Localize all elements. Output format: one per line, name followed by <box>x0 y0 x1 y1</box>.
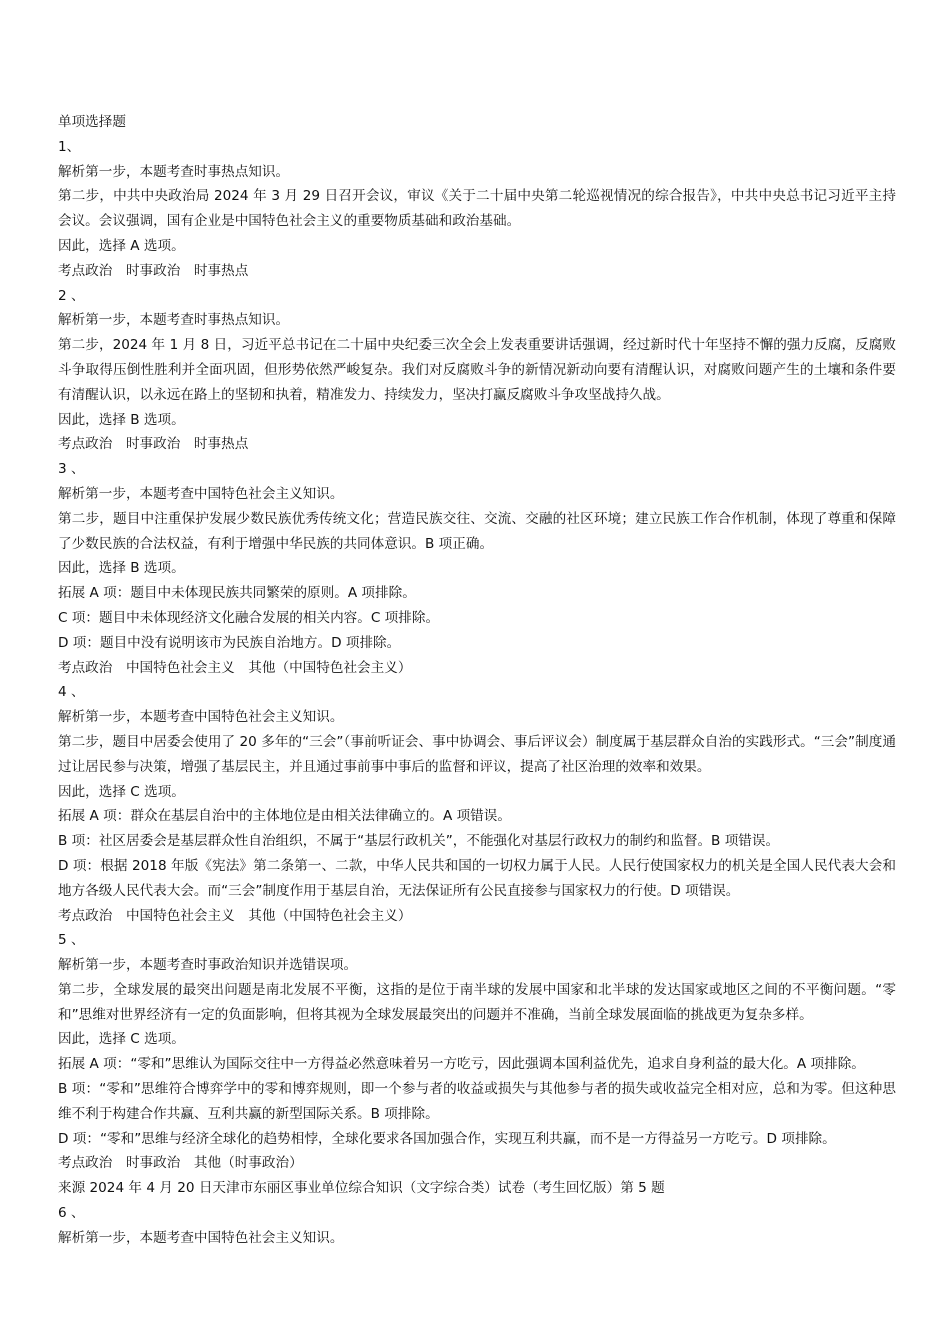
analysis-step-one: 解析第一步，本题考查时事政治知识并选错误项。 <box>58 957 358 974</box>
extension-option-a: 拓展 A 项：“零和”思维认为国际交往中一方得益必然意味着另一方吃亏，因此强调本国利益优先，追求自身利益的最大化。A 项排除。 <box>58 1056 865 1073</box>
answer-line: 因此，选择 C 选项。 <box>58 1031 185 1048</box>
analysis-step-one: 解析第一步，本题考查中国特色社会主义知识。 <box>58 1229 344 1246</box>
extension-option-c: C 项：题目中未体现经济文化融合发展的相关内容。C 项排除。 <box>58 609 440 626</box>
extension-option-a: 拓展 A 项：题目中未体现民族共同繁荣的原则。A 项排除。 <box>58 585 416 602</box>
topic-line: 考点政治 中国特色社会主义 其他（中国特色社会主义） <box>58 659 412 676</box>
question-number: 1、 <box>58 138 81 155</box>
answer-line: 因此，选择 C 选项。 <box>58 783 185 800</box>
analysis-step-two: 第二步，全球发展的最突出问题是南北发展不平衡，这指的是位于南半球的发展中国家和北半球的发达国家或地区之间的不平衡问题。“零和”思维对世界经济有一定的负面影响，但将其视为全球发展最突出的问题并不准确，当前全球发展面临的挑战更为复杂多样。 <box>58 981 896 1023</box>
extension-option-b: B 项：“零和”思维符合博弈学中的零和博弈规则，即一个参与者的收益或损失与其他参与者的损失或收益完全相对应，总和为零。但这种思维不利于构建合作共赢、互利共赢的新型国际关系。B 项排除。 <box>58 1081 896 1122</box>
question-number: 3 、 <box>58 461 85 478</box>
topic-line: 考点政治 中国特色社会主义 其他（中国特色社会主义） <box>58 907 412 924</box>
extension-option-a: 拓展 A 项：群众在基层自治中的主体地位是由相关法律确立的。A 项错误。 <box>58 808 511 825</box>
analysis-step-one: 解析第一步，本题考查中国特色社会主义知识。 <box>58 485 344 502</box>
question-number: 4 、 <box>58 684 85 701</box>
topic-line: 考点政治 时事政治 其他（时事政治） <box>58 1155 303 1172</box>
answer-line: 因此，选择 B 选项。 <box>58 411 185 428</box>
analysis-step-one: 解析第一步，本题考查中国特色社会主义知识。 <box>58 709 344 726</box>
answer-line: 因此，选择 A 选项。 <box>58 237 185 254</box>
analysis-step-two: 第二步，2024 年 1 月 8 日，习近平总书记在二十届中央纪委三次全会上发表重要讲话强调，经过新时代十年坚持不懈的强力反腐，反腐败斗争取得压倒性胜利并全面巩固，但形势依然严峻复杂。我们对反腐败斗争的新情况新动向要有清醒认识，对腐败问题产生的土壤和条件要有清醒认识，以永远在路上的坚韧和执着，精准发力、持续发力，坚决打赢反腐败斗争攻坚战持久战。 <box>58 337 896 403</box>
document-page <box>58 110 896 1251</box>
analysis-step-one: 解析第一步，本题考查时事热点知识。 <box>58 163 290 180</box>
analysis-step-two: 第二步，题目中注重保护发展少数民族优秀传统文化；营造民族交往、交流、交融的社区环境；建立民族工作合作机制，体现了尊重和保障了少数民族的合法权益，有利于增强中华民族的共同体意识。B 项正确。 <box>58 510 896 552</box>
analysis-step-two: 第二步，中共中央政治局 2024 年 3 月 29 日召开会议，审议《关于二十届中央第二轮巡视情况的综合报告》，中共中央总书记习近平主持会议。会议强调，国有企业是中国特色社会主义的重要物质基础和政治基础。 <box>58 188 896 230</box>
topic-line: 考点政治 时事政治 时事热点 <box>58 262 249 279</box>
question-number: 5 、 <box>58 932 85 949</box>
question-number: 6 、 <box>58 1205 85 1222</box>
analysis-step-two: 第二步，题目中居委会使用了 20 多年的“三会”（事前听证会、事中协调会、事后评议会）制度属于基层群众自治的实践形式。“三会”制度通过让居民参与决策，增强了基层民主，并且通过事前事中事后的监督和评议，提高了社区治理的效率和效果。 <box>58 733 896 775</box>
section-heading: 单项选择题 <box>58 114 126 130</box>
topic-line: 考点政治 时事政治 时事热点 <box>58 436 249 453</box>
extension-option-d: D 项：“零和”思维与经济全球化的趋势相悖，全球化要求各国加强合作，实现互利共赢，而不是一方得益另一方吃亏。D 项排除。 <box>58 1130 836 1147</box>
question-number: 2 、 <box>58 287 85 304</box>
extension-option-d: D 项：题目中没有说明该市为民族自治地方。D 项排除。 <box>58 634 401 651</box>
answer-line: 因此，选择 B 选项。 <box>58 560 185 577</box>
analysis-step-one: 解析第一步，本题考查时事热点知识。 <box>58 312 290 329</box>
extension-option-b: B 项：社区居委会是基层群众性自治组织，不属于“基层行政机关”，不能强化对基层行政权力的制约和监督。B 项错误。 <box>58 833 780 850</box>
extension-option-d: D 项：根据 2018 年版《宪法》第二条第一、二款，中华人民共和国的一切权力属于人民。人民行使国家权力的机关是全国人民代表大会和地方各级人民代表大会。而“三会”制度作用于基层自治，无法保证所有公民直接参与国家权力的行使。D 项错误。 <box>58 857 896 899</box>
source-line: 来源 2024 年 4 月 20 日天津市东丽区事业单位综合知识（文字综合类）试卷（考生回忆版）第 5 题 <box>58 1180 665 1197</box>
